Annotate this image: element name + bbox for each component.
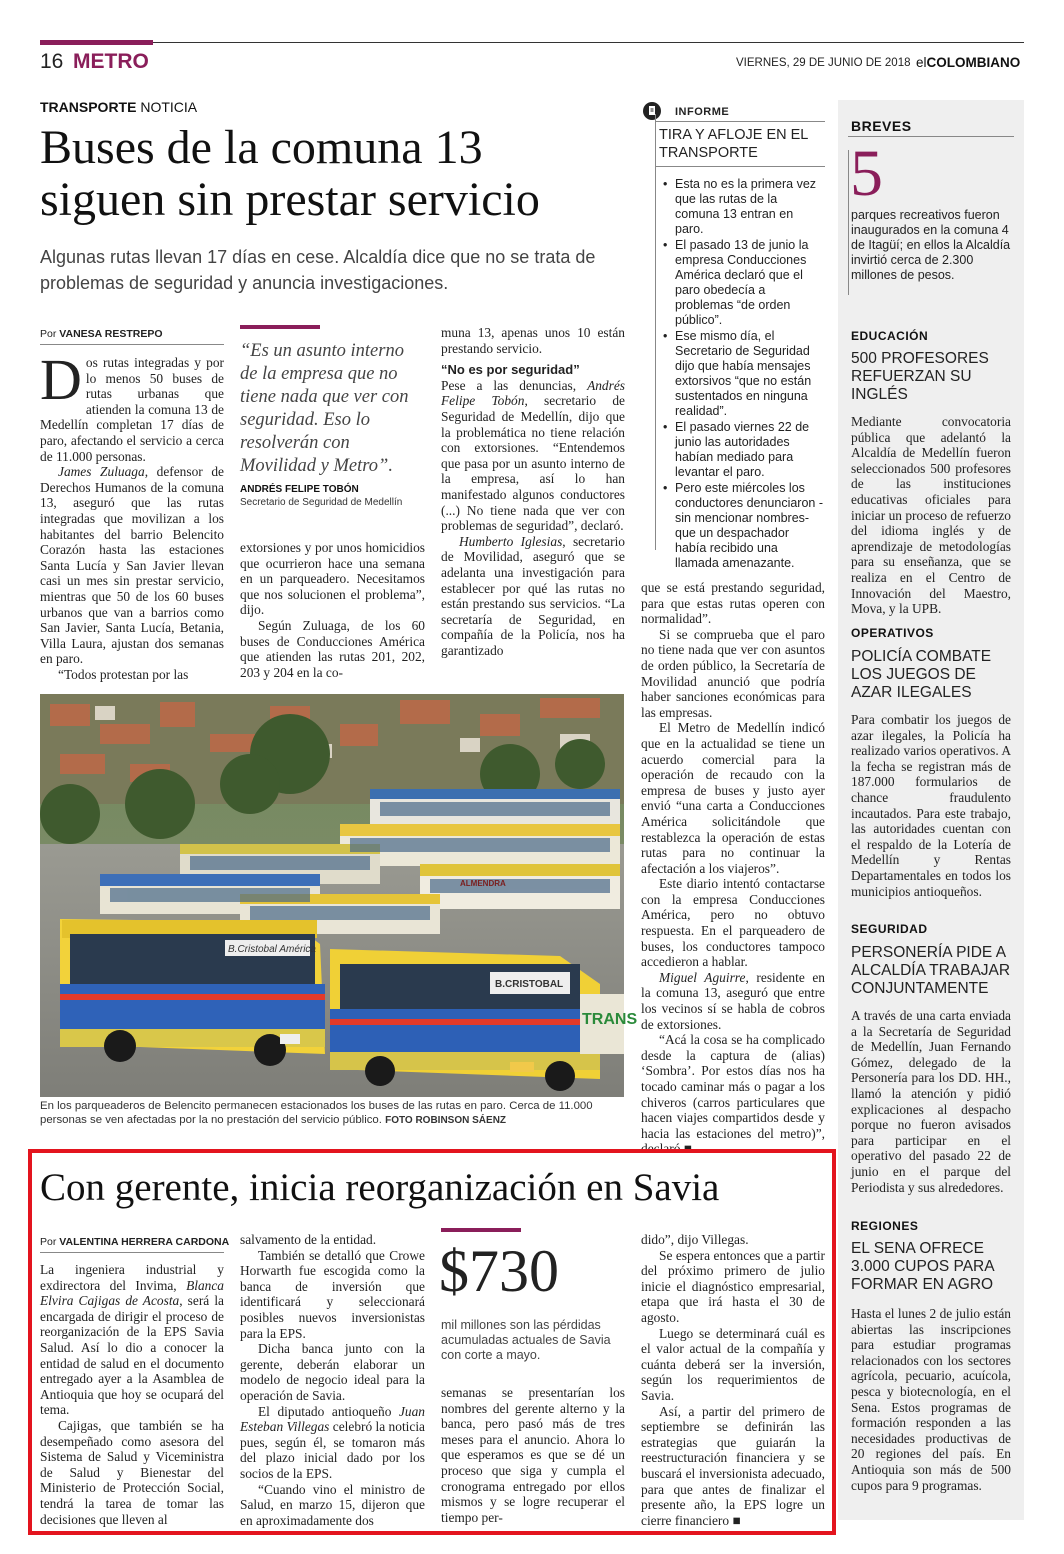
col3-paragraph-1-start: Pese a las denuncias, [441,377,588,393]
savia-col4-p0: dido”, dijo Villegas. [641,1232,749,1247]
byline [40,328,163,340]
section-name: METRO [73,50,149,73]
breves-headline-educacion: 500 PROFESORES REFUERZAN SU INGLÉS [851,350,989,403]
subheading-no-es-seguridad: “No es por seguridad” [441,362,580,378]
savia-figure-text: mil millones son las pérdidas acumuladas actuales de Savia con corte a mayo. [441,1318,611,1362]
col4-paragraph-1: que se está prestando seguridad, para que estas rutas operen con normalidad”. [641,580,825,627]
brand-logo [916,55,1020,70]
bus-parking-photo [40,694,638,1097]
col2-paragraph-2: Según Zuluaga, de los 60 buses de Conducciones América que atienden las rutas 201, 202, 203 y 204 en la co- [240,617,425,680]
headline-line-1: Buses de la comuna 13 [40,121,483,174]
drop-cap: D [40,347,82,412]
savia-col1-p1: , será la encargada de dirigir el proceso de reorganización de la EPS Savia Salud. Así lo dio a conocer la entidad de salud en el documento entregado ayer a la Asamblea de Antioquia que hoy se ocupará del tema. [40,1293,224,1418]
bus-sign-2: B.CRISTOBAL [495,979,564,990]
savia-col1-p2: Cajigas, que también se ha desempeñado como asesora del Sistema de Salud y Viceministra de Salud y Bienestar del Ministerio de Protección Social, tendrá la tarea de tomar las decisiones que lleven al [40,1417,224,1527]
figure-accent-bar [441,1228,521,1232]
breves-lead-text: parques recreativos fueron inaugurados en la comuna 4 de Itagüí; en ellos la Alcaldía invirtió cerca de 2.300 millones de pesos. [851,208,1011,282]
col3-paragraph-0: muna 13, apenas unos 10 están prestando servicio. [441,325,625,356]
savia-col2-p3-start: El diputado antioqueño [258,1403,399,1419]
breves-text-seguridad: A través de una carta enviada a la Secretaría de Seguridad de Medellín, Juan Fernando Gómez, delegado de la Personería para los DD. HH., llamó la atención y pidió explicaciones al despacho porque no fueron avisados para participar en el operativo del pasado 22 de junio en el parque del Periodista y sus alrededores. [851,1008,1011,1195]
savia-col2-p3: celebró la noticia pues, según él, se tomaron más del plazo inicial dado por los socios de la EPS. [240,1419,425,1481]
header-rule [153,42,1024,43]
savia-col2-p0: salvamento de la entidad. [240,1232,377,1247]
informe-bullet-5: • Pero este miércoles los conductores denunciaron -sin mencionar nombres- que un despachador había recibido una llamada amenazante. [663,481,823,571]
breves-label: BREVES [851,118,912,134]
informe-bullet-4: • El pasado viernes 22 de junio las autoridades habían mediado para levantar el paro. [663,420,823,480]
source-name-aguirre: Miguel Aguirre [659,969,746,985]
col3-paragraph-2: , secretario de Movilidad, aseguró que se adelanta una investigación para establecer por qué las rutas no están prestando sus servicios. “La secretaría de Seguridad, en compañía de la Policía, nos ha garantizado [441,533,625,658]
informe-bullets [663,177,823,572]
informe-rule-bottom [655,166,825,167]
kicker-bold: TRANSPORTE [40,99,137,115]
savia-figure-amount: $730 [439,1238,559,1304]
pull-quote: “Es un asunto interno de la empresa que no tiene nada que ver con seguridad. Eso lo resolverán con Movilidad y Metro”. [240,341,409,476]
byline-rule [40,344,224,345]
article-column-2 [240,540,425,680]
bus-sign-3: TRANS [582,1011,638,1028]
brand-prefix: el [916,55,927,70]
bus-sign-4: ALMENDRA [460,879,506,888]
page-number: 16 [40,50,64,73]
quote-author: ANDRÉS FELIPE TOBÓN [240,484,359,495]
issue-date: VIERNES, 29 DE JUNIO DE 2018 [736,57,911,69]
source-name-villegas: Juan Esteban Villegas [240,1403,425,1435]
savia-column-4 [641,1232,825,1528]
informe-left-rule [655,114,656,550]
breves-lead-number: 5 [850,137,883,210]
breves-sidebar [838,100,1024,1520]
breves-text-educacion: Mediante convocatoria pública que adelantó la Alcaldía de Medellín fueron seleccionados 500 profesores de las instituciones educativas oficiales para iniciar un proceso de refuerzo del idioma inglés y de aprendizaje de metodologías para su enseñanza, que se realiza en el Centro de Innovación del Maestro, Mova, y la UPB. [851,414,1011,617]
breves-headline-seguridad: PERSONERÍA PIDE A ALCALDÍA TRABAJAR CONJUNTAMENTE [851,944,1011,997]
breves-section-operativos: OPERATIVOS [851,626,934,640]
source-name-zuluaga: James Zuluaga [58,464,145,480]
main-headline [40,122,540,226]
informe-rule-top [655,121,825,122]
savia-column-1 [40,1262,224,1527]
savia-column-2 [240,1232,425,1528]
informe-bullet-1: • Esta no es la primera vez que las rutas de la comuna 13 entran en paro. [663,177,823,237]
side-bus-far-right [580,994,637,1054]
photo-credit: FOTO ROBINSON SÁENZ [385,1115,507,1126]
col4-paragraph-2: Si se comprueba que el paro no tiene nada que ver con asuntos de orden público, la Secretaría de Movilidad anunció que podría haber sanciones económicas para las empresas. [641,626,825,720]
caption-text: En los parqueaderos de Belencito permanecen estacionados los buses de las rutas en paro. Cerca de 11.000 personas se ven afectadas por la no prestación del servicio público. [40,1100,593,1126]
savia-col2-p1: También se detalló que Crowe Horwarth fue escogida como la banca de inversión que identificará y seleccionará posibles nuevos inversionistas para la EPS. [240,1247,425,1341]
photo-illustration [40,694,638,1097]
col1-paragraph-3: “Todos protestan por las [58,666,189,682]
photo-caption [40,1099,624,1128]
col2-paragraph-1: extorsiones y por unos homicidios que ocurrieron hace una semana en un parqueadero. Necesitamos que nos solucionen el problema”, dijo. [240,540,425,618]
source-name-tobon: Andrés Felipe Tobón [441,377,625,409]
savia-byline [40,1236,229,1248]
savia-byline-author: VALENTINA HERRERA CARDONA [59,1236,230,1248]
savia-col3-p1: semanas se presentarían los nombres del gerente alterno y la banca, pero pasó más de tres meses para el anuncio. Ahora lo que esperamos es que se dé un proceso que siga y cumpla el cronograma entregado por ellos mismos y se logre recuperar el tiempo per- [441,1385,625,1525]
savia-col1-p1-start: La ingeniera industrial y exdirectora del Invima, [40,1262,224,1293]
source-name-cajigas: Blanca Elvira Cajigas de Acosta [40,1277,224,1309]
col1-paragraph-2: , defensor de Derechos Humanos de la comuna 13, aseguró que las rutas integradas que movilizan a los habitantes del barrio Belencito Corazón hasta las estaciones Santa Lucía y San Javier llevan casi un mes sin prestar servicio, mientras que 50 de los 60 buses urbanos que van a barrios como San Javier, Santa Lucía, Betania, Villa Laura, ajustan dos semanas en paro. [40,464,224,667]
col4-paragraph-3: El Metro de Medellín indicó que en la actualidad se tiene un acuerdo comercial para la operación de recaudo con la empresa de buses y justo ayer envió “una carta a Conducciones América solicitándole que restablezca la operación de estas rutas para no continuar la afectación a los viajeros”. [641,720,825,876]
breves-lead-rule [848,150,849,295]
savia-col2-p2: Dicha banca junto con la gerente, deberán elaborar un modelo de negocio ideal para la operación de Savia. [240,1341,425,1403]
quote-accent-bar [240,325,320,329]
kicker [40,99,197,115]
front-bus-right [330,949,600,1091]
col3-paragraph-1: , secretario de Seguridad de Medellín, dijo que la problemática no tiene relación con extorsiones. “Entendemos que pasa por un asunto interno de la empresa, así lo han manifestado algunos conductores (...) No tiene nada que ver con problemas de seguridad”, declaró. [441,393,625,534]
header-accent-bar [40,40,153,45]
quote-role: Secretario de Seguridad de Medellín [240,497,403,508]
savia-col4-p2: Luego se determinará cuál es el valor actual de la compañía y cuánta deberá ser la inversión, según los requerimientos de Savia. [641,1325,825,1403]
breves-headline-operativos: POLICÍA COMBATE LOS JUEGOS DE AZAR ILEGALES [851,648,992,701]
brand-name: COLOMBIANO [926,55,1021,70]
informe-title: TIRA Y AFLOJE EN EL TRANSPORTE [659,127,808,161]
article-column-4 [641,580,826,1157]
kicker-light: NOTICIA [140,99,198,115]
savia-col2-p4: “Cuando vino el ministro de Salud, en marzo 15, dijeron que en aproximadamente dos [240,1481,425,1528]
informe-bullet-2: • El pasado 13 de junio la empresa Conducciones América declaró que el paro obedecía a problemas “de orden público”. [663,238,823,328]
front-bus-left [60,919,325,1066]
breves-text-regiones: Hasta el lunes 2 de julio están abiertas las inscripciones para estudiar programas relacionados con los sectores agrícola, pecuario, acuícola, pesca y biotecnología, en el Sena. Estos programas de formación responden a las necesidades productivas de 20 regiones del país. En Antioquia son más de 500 cupos para 9 programas. [851,1306,1011,1493]
article-column-1 [40,347,224,682]
breves-headline-regiones: EL SENA OFRECE 3.000 CUPOS PARA FORMAR EN AGRO [851,1240,994,1293]
informe-box [641,100,825,570]
savia-byline-prefix: Por [40,1236,57,1248]
source-name-iglesias: Humberto Iglesias [459,533,563,549]
savia-headline: Con gerente, inicia reorganización en Savia [40,1166,720,1209]
informe-bullet-3: • Ese mismo día, el Secretario de Seguridad dijo que había mensajes extorsivos “que no están sustentados en ninguna realidad”. [663,329,823,419]
col4-paragraph-6: “Acá la cosa se ha complicado desde la captura de (alias) ‘Sombra’. Por estos días nos ha tocado caminar más o pagar a los chiveros (carros particulares que hacen viajes compartidos desde y hacia las estaciones del metro)”, declaró ■ [641,1032,825,1157]
savia-byline-rule [40,1252,224,1253]
headline-line-2: siguen sin prestar servicio [40,173,540,226]
document-icon [643,102,661,120]
savia-column-3 [441,1385,625,1525]
byline-prefix: Por [40,328,57,340]
byline-author: VANESA RESTREPO [59,328,163,340]
breves-section-regiones: REGIONES [851,1219,919,1233]
main-subtitle: Algunas rutas llevan 17 días en cese. Alcaldía dice que no se trata de problemas de seguridad y anuncia investigaciones. [40,247,596,293]
informe-label: INFORME [675,106,730,118]
savia-col4-p3: Así, a partir del primero de septiembre se definirán las estrategias que guiarán la reestructuración financiera y se buscará el inversionista adecuado, para que antes de finalizar el presente año, la EPS logre un cierre financiero ■ [641,1403,825,1528]
breves-section-seguridad: SEGURIDAD [851,922,928,936]
breves-section-educacion: EDUCACIÓN [851,329,929,343]
col4-paragraph-5: , residente en la comuna 13, aseguró que entre los vecinos sí se habla de cobros de extorsiones. [641,969,826,1032]
bus-sign-1: B.Cristobal América [228,944,316,955]
col4-paragraph-4: Este diario intentó contactarse con la empresa Conducciones América, pero no obtuvo respuesta. En el parqueadero de buses, los conductores tampoco accedieron a hablar. [641,876,825,970]
article-column-3 [441,325,625,680]
breves-text-operativos: Para combatir los juegos de azar ilegales, la Policía ha realizado varios operativos. A la fecha se registran más de 187.000 formularios de chance fraudulento incautados. Para este trabajo, las autoridades cuentan con el respaldo de la Lotería de Medellín y Rentas Departamentales en todos los municipios antioqueños. [851,712,1011,899]
savia-col4-p1: Se espera entonces que a partir del próximo primero de julio inicie el diagnóstico empresarial, etapa que irá hasta el 30 de agosto. [641,1247,825,1325]
col1-paragraph-1: os rutas integradas y por lo menos 50 buses de rutas urbanas que atienden la comuna 13 de Medellín completan 17 días de paro, afectando el servicio a cerca de 11.000 personas. [40,355,224,464]
